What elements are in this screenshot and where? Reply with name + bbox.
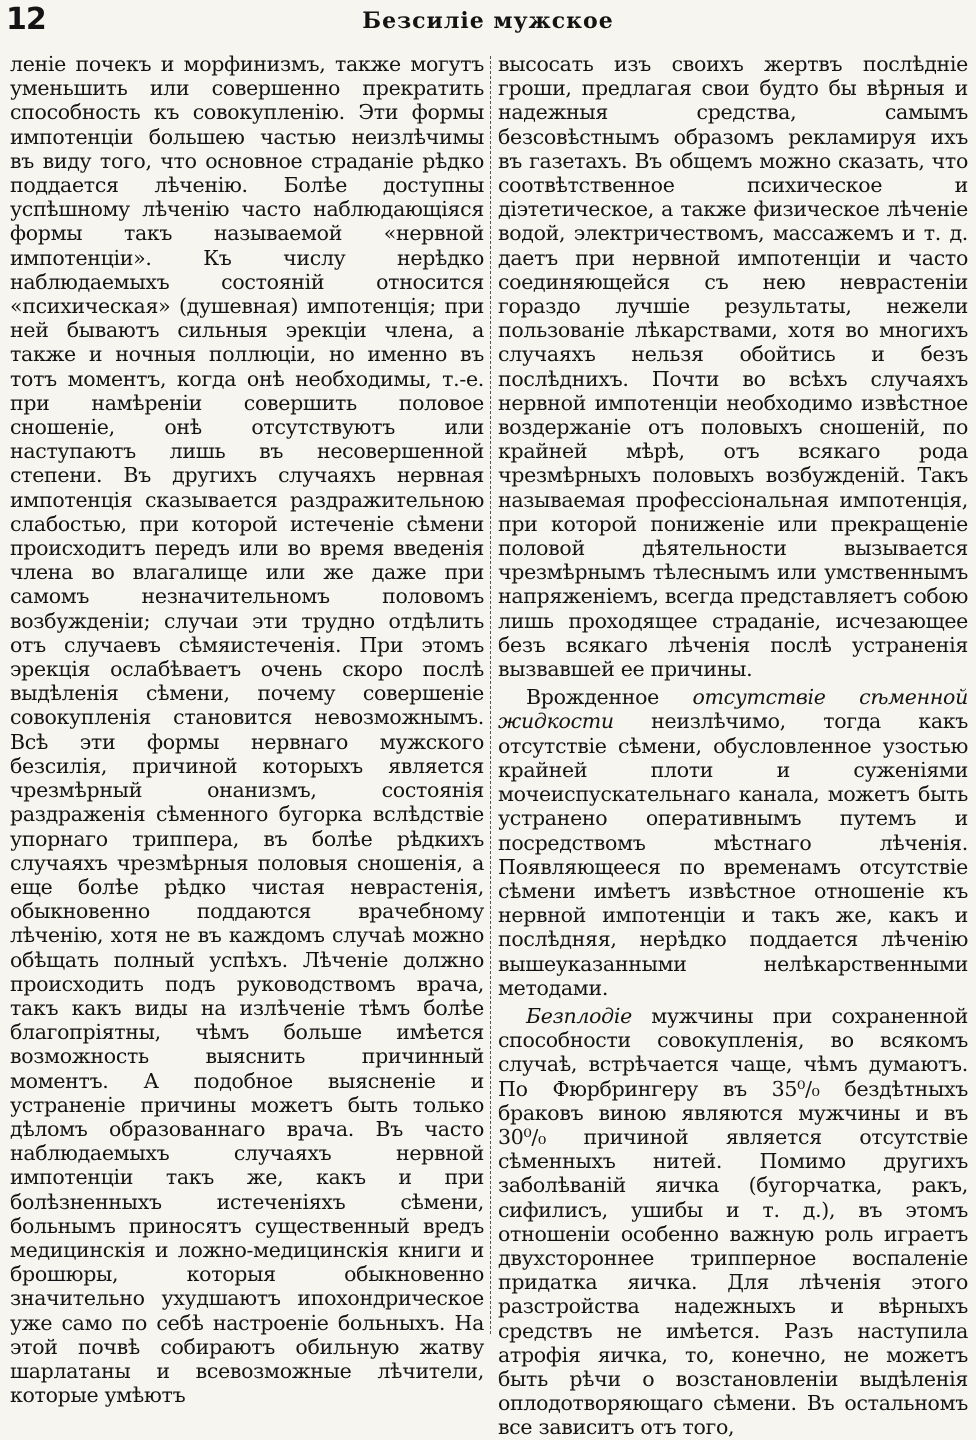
paragraph-body: мужчины при сохраненной способности совокупленія, во всякомъ случаѣ, встрѣчается чаще, чѣмъ думаютъ. По Фюрбрингеру въ 35⁰/₀ бездѣтныхъ браковъ виною являются мужчины и въ 30⁰/₀ причиной является отсутствіе сѣменныхъ нитей. Помимо другихъ заболѣваній яичка (бугорчатка, ракъ, сифилисъ, ушибы и т. д.), въ этомъ отношеніи особенно важную роль играетъ двухстороннее трипперное воспаленіе придатка яичка. Для лѣченія этого разстройства надежныхъ и вѣрныхъ средствъ не имѣется. Разъ наступила атрофія яичка, то, конечно, не можетъ быть рѣчи о возстановленіи выдѣленія оплодотворяющаго сѣмени. Въ остальномъ все зависитъ отъ того, bbox=[498, 1003, 968, 1440]
column-divider bbox=[490, 56, 491, 1334]
right-column bbox=[498, 52, 968, 1440]
right-paragraph-1: высосать изъ своихъ жертвъ послѣдніе гроши, предлагая свои будто бы вѣрныя и надежныя средства, самымъ безсовѣстнымъ образомъ рекламируя ихъ въ газетахъ. Въ общемъ можно сказать, что соотвѣтственное психическое и діэтетическое, а также физическое лѣченіе водой, электричествомъ, массажемъ и т. д. даетъ при нервной импотенціи и часто соединяющейся съ нею неврастеніи гораздо лучшіе результаты, нежели пользованіе лѣкарствами, хотя во многихъ случаяхъ нельзя обойтись и безъ послѣднихъ. Почти во всѣхъ случаяхъ нервной импотенціи необходимо извѣстное воздержаніе отъ половыхъ сношеній, по крайней мѣрѣ, отъ всякаго рода чрезмѣрныхъ половыхъ возбужденій. Такъ называемая профессіональная импотенція, при которой пониженіе или прекращеніе половой дѣятельности вызывается чрезмѣрнымъ тѣлеснымъ или умственнымъ напряженіемъ, всегда представляетъ собою лишь проходящее страданіе, исчезающее безъ всякаго лѣченія послѣ устраненія вызвавшей ее причины. bbox=[498, 52, 968, 682]
running-title: Безсиліе мужское bbox=[362, 8, 614, 34]
page-number: 12 bbox=[6, 2, 46, 37]
paragraph-body: неизлѣчимо, тогда какъ отсутствіе сѣмени, обусловленное узостью крайней плоти и суженіями мочеиспускательнаго канала, можетъ быть устранено оперативнымъ путемъ и посредствомъ мѣстнаго лѣченія. Появляющееся по временамъ отсутствіе сѣмени имѣетъ извѣстное отношеніе къ нервной импотенціи и такъ же, какъ и послѣдняя, нерѣдко поддается лѣченію вышеуказанными нелѣкарственными методами. bbox=[498, 709, 968, 1000]
page-header bbox=[0, 0, 976, 44]
right-paragraph-2 bbox=[498, 685, 968, 1000]
italic-term: отсутствіе сѣменной жидкости bbox=[498, 685, 968, 734]
left-paragraph: леніе почекъ и морфинизмъ, также могутъ уменьшить или совершенно прекратить способность къ совокупленію. Эти формы импотенціи большею частью неизлѣчимы въ виду того, что основное страданіе рѣдко поддается лѣченію. Болѣе доступны успѣшному лѣченію часто наблюдающіяся формы такъ называемой «нервной импотенціи». Къ числу нерѣдко наблюдаемыхъ состояній относится «психическая» (душевная) импотенція; при ней бываютъ сильныя эрекціи члена, а также и ночныя поллюціи, но именно въ тотъ моментъ, когда онѣ необходимы, т.-е. при намѣреніи совершить половое сношеніе, онѣ отсутствуютъ или наступаютъ лишь въ несовершенной степени. Въ другихъ случаяхъ нервная импотенція сказывается раздражительною слабостью, при которой истеченіе сѣмени происходитъ передъ или во время введенія члена во влагалище или же даже при самомъ незначительномъ половомъ возбужденіи; случаи эти трудно отдѣлить отъ случаевъ сѣмяистеченія. При этомъ эрекція ослабѣваетъ очень скоро послѣ выдѣленія сѣмени, почему совершеніе совокупленія становится невозможнымъ. Всѣ эти формы нервнаго мужского безсилія, причиной которыхъ является чрезмѣрный онанизмъ, состоянія раздраженія сѣменного бугорка вслѣдствіе упорнаго триппера, въ болѣе рѣдкихъ случаяхъ чрезмѣрныя половыя сношенія, а еще болѣе рѣдко чистая неврастенія, обыкновенно поддаются врачебному лѣченію, хотя не въ каждомъ случаѣ можно обѣщать полный успѣхъ. Лѣченіе должно происходить подъ руководствомъ врача, такъ какъ виды на излѣченіе тѣмъ болѣе благопріятны, чѣмъ больше имѣется возможность выяснить причинный моментъ. А подобное выясненіе и устраненіе причины можетъ быть только дѣломъ образованнаго врача. Въ часто наблюдаемыхъ случаяхъ нервной импотенціи такъ же, какъ и при болѣзненныхъ истеченіяхъ сѣмени, больнымъ приносятъ существенный вредъ медицинскія и ложно-медицинскія книги и брошюры, которыя обыкновенно значительно ухудшаютъ ипохондрическое уже само по себѣ настроеніе больныхъ. На этой почвѣ собираютъ обильную жатву шарлатаны и всевозможные лѣчители, которые умѣютъ bbox=[10, 52, 484, 1408]
left-column bbox=[10, 52, 484, 1407]
italic-term: Безплодіе bbox=[526, 1003, 632, 1028]
paragraph-lead: Врожденное bbox=[526, 685, 659, 710]
right-paragraph-3 bbox=[498, 1004, 968, 1440]
